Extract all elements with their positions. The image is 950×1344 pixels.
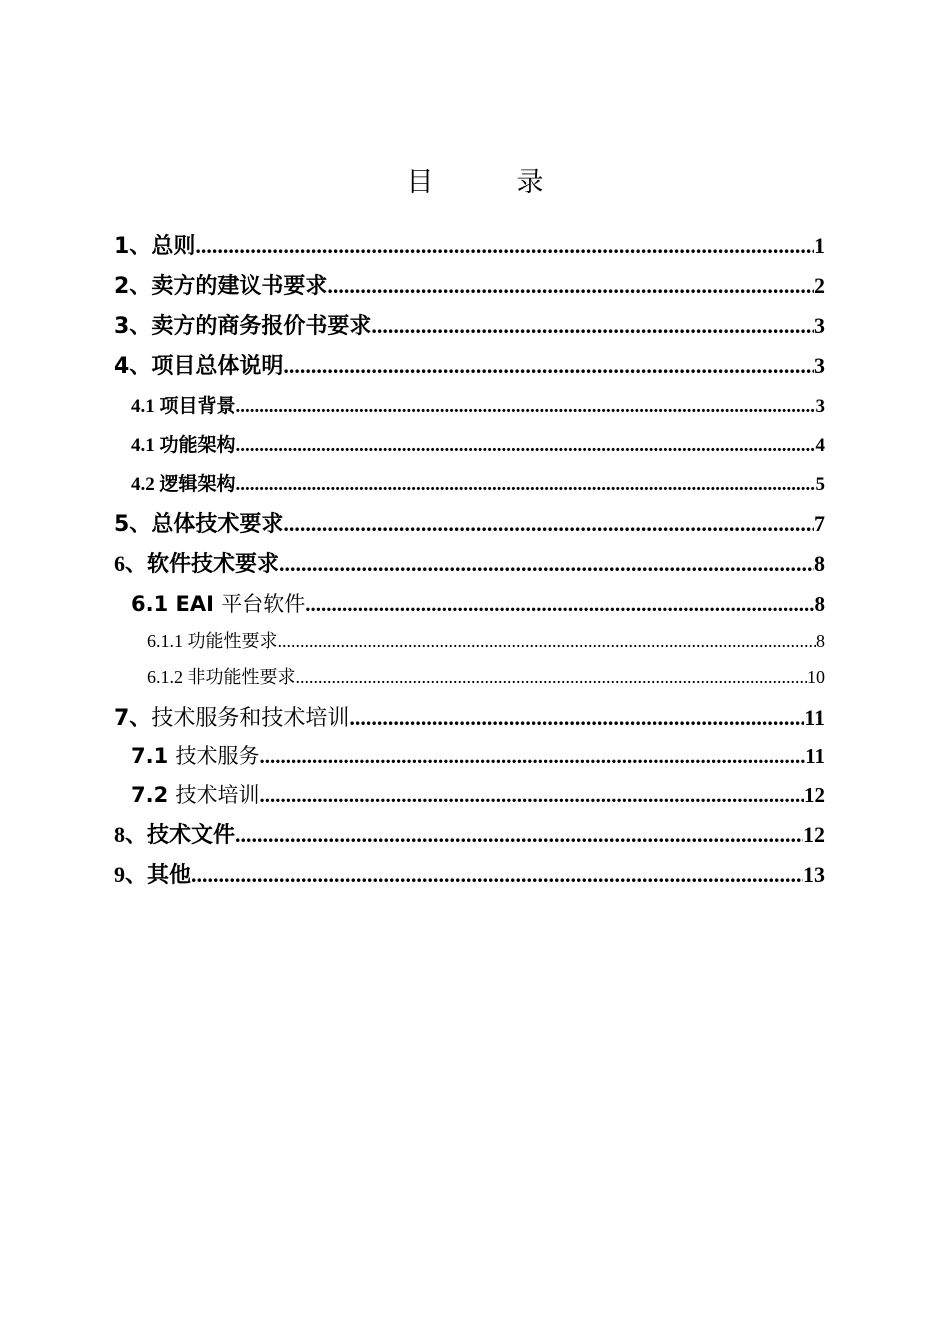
toc-entry-text: 卖方的建议书要求 [151,274,328,299]
toc-entry-1[interactable] [114,229,825,260]
toc-entry-number: 6、 [114,551,148,576]
toc-entry-number: 4.1 [131,396,160,417]
toc-entry-text: 软件技术要求 [147,552,280,577]
toc-entry-label [131,740,260,770]
toc-page-number: 2 [814,273,825,298]
toc-entry-5[interactable] [114,507,825,538]
toc-dot-leader [349,705,804,731]
toc-entry-label [131,469,236,496]
toc-entry-number: 5、 [114,512,152,537]
toc-dot-leader [260,744,806,769]
toc-entry-text: 技术培训 [175,783,260,807]
toc-entry-4-1-background[interactable] [131,391,825,418]
toc-page-number: 8 [814,592,825,616]
toc-entry-label [114,349,283,380]
toc-entry-2[interactable] [114,269,825,300]
toc-entry-text: 总则 [151,234,196,259]
toc-entry-text: 卖方的商务报价书要求 [151,314,372,339]
toc-entry-6[interactable] [114,547,825,578]
toc-page-number: 3 [815,396,825,417]
toc-entry-text: 逻辑架构 [159,473,236,495]
toc-entry-number: 7.1 [131,744,176,768]
toc-entry-label [114,309,371,340]
toc-page-number: 10 [807,667,825,687]
toc-entry-label [131,391,236,418]
toc-page-number: 11 [805,744,825,768]
toc-entry-label [147,663,296,689]
toc-entry-number: 2、 [114,274,152,299]
toc-entry-label [131,779,260,809]
toc-dot-leader [278,631,817,652]
toc-dot-leader [191,862,803,888]
toc-page-number: 8 [814,551,825,576]
toc-entry-number: 6.1.1 [147,631,188,651]
toc-entry-number: 9、 [114,862,148,887]
toc-dot-leader [236,435,816,457]
toc-entry-text: 平台软件 [221,592,306,616]
toc-page-number: 8 [816,631,825,651]
toc-entry-number: 4.2 [131,474,160,495]
toc-dot-leader [195,233,814,259]
toc-entry-text: 技术文件 [147,823,236,848]
toc-entry-text: 功能架构 [159,434,236,456]
toc-entry-text: 功能性要求 [187,631,278,652]
toc-page-number: 11 [804,705,825,730]
toc-entry-label [114,858,191,889]
toc-dot-leader [327,273,814,299]
toc-dot-leader [279,551,814,577]
toc-entry-text: 技术服务和技术培训 [151,706,350,731]
toc-entry-3[interactable] [114,309,825,340]
toc-entry-8[interactable] [114,818,825,849]
toc-entry-number: 3、 [114,314,152,339]
toc-entry-7[interactable] [114,701,825,732]
toc-entry-6-1-2[interactable] [147,663,825,689]
toc-entry-label [114,818,235,849]
toc-page-number: 12 [803,822,825,847]
toc-entry-label [147,627,278,653]
toc-entry-4-1-function[interactable] [131,430,825,457]
toc-entry-label [131,588,305,618]
toc-dot-leader [283,353,814,379]
toc-entry-number: 4、 [114,354,152,379]
toc-dot-leader [371,313,814,339]
toc-dot-leader [236,474,816,496]
toc-dot-leader [260,783,804,808]
toc-page-number: 12 [804,783,825,807]
toc-entry-number: 4.1 [131,435,160,456]
toc-entry-label [114,701,349,732]
toc-page-number: 13 [803,862,825,887]
toc-dot-leader [236,396,816,418]
toc-entry-7-2[interactable] [131,779,825,809]
toc-page-number: 4 [815,435,825,456]
toc-page-number: 3 [814,353,825,378]
toc-entry-text: 技术服务 [175,744,260,768]
toc-entry-text: 非功能性要求 [187,667,296,688]
toc-entry-number: 7、 [114,706,152,731]
toc-title: 目 录 [406,167,572,198]
toc-page-number: 1 [814,233,825,258]
toc-dot-leader [305,592,814,617]
toc-entry-label [114,229,195,260]
toc-entry-text: 其他 [147,863,192,888]
toc-entry-9[interactable] [114,858,825,889]
toc-entry-label [114,269,327,300]
toc-entry-label [114,507,283,538]
toc-entry-text: 项目总体说明 [151,354,284,379]
toc-entry-6-1-1[interactable] [147,627,825,653]
toc-entry-label [131,430,236,457]
toc-entry-number: 8、 [114,822,148,847]
toc-page-number: 5 [815,474,825,495]
toc-entry-number: 7.2 [131,783,176,807]
toc-entry-7-1[interactable] [131,740,825,770]
toc-dot-leader [235,822,803,848]
toc-entry-label [114,547,279,578]
toc-entry-number: 1、 [114,234,152,259]
toc-entry-number: 6.1 EAI [131,592,222,616]
toc-dot-leader [296,667,808,688]
toc-dot-leader [283,511,814,537]
toc-entry-text: 项目背景 [159,395,236,417]
toc-entry-4[interactable] [114,349,825,380]
toc-page-number: 3 [814,313,825,338]
toc-entry-6-1[interactable] [131,588,825,618]
toc-page-number: 7 [814,511,825,536]
toc-entry-4-2[interactable] [131,469,825,496]
toc-entry-number: 6.1.2 [147,667,188,687]
toc-entry-text: 总体技术要求 [151,512,284,537]
